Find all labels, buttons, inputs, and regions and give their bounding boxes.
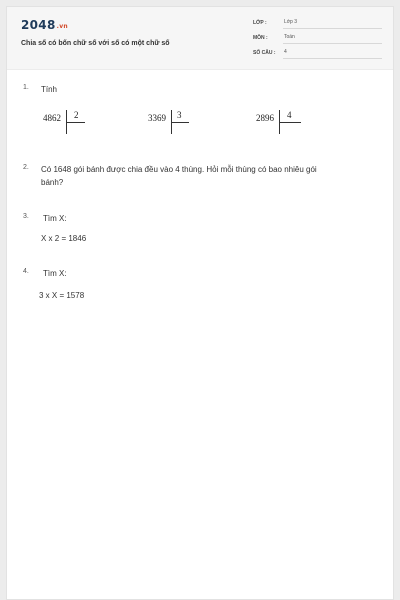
question-1-text: Tính (41, 85, 58, 94)
meta-grade-value: Lớp 3 (283, 19, 382, 29)
meta-subject-value: Toán (283, 34, 382, 44)
division-problem-2 (148, 110, 208, 140)
question-2-line-1: Có 1648 gói bánh được chia đều vào 4 thùng. Hỏi mỗi thùng có bao nhiêu gói (41, 165, 317, 174)
division-bracket-horizontal (171, 122, 189, 123)
division-problem-3 (256, 110, 316, 140)
meta-grade (253, 19, 381, 29)
question-1 (23, 84, 383, 96)
worksheet-header (7, 7, 393, 70)
logo-tld: .vn (56, 23, 68, 30)
question-4-expression: 3 x X = 1578 (39, 291, 85, 300)
divisor-3: 4 (287, 110, 292, 120)
dividend-1: 4862 (43, 113, 61, 123)
divisor-2: 3 (177, 110, 182, 120)
meta-question-count (253, 49, 381, 59)
question-3 (23, 213, 383, 225)
question-4-number: 4. (23, 268, 29, 275)
question-3-text: Tìm X: (43, 214, 67, 223)
question-2-number: 2. (23, 164, 29, 171)
divisor-1: 2 (74, 110, 79, 120)
dividend-2: 3369 (148, 113, 166, 123)
question-4 (23, 268, 383, 280)
question-4-text: Tìm X: (43, 269, 67, 278)
question-3-number: 3. (23, 213, 29, 220)
question-2 (23, 164, 383, 190)
site-logo[interactable] (21, 18, 68, 32)
worksheet-page (6, 6, 394, 600)
meta-question-count-value: 4 (283, 49, 382, 59)
division-bracket-horizontal (66, 122, 85, 123)
question-3-expression: X x 2 = 1846 (41, 234, 87, 243)
dividend-3: 2896 (256, 113, 274, 123)
question-2-line-2: bánh? (41, 178, 64, 187)
logo-text: 2048 (21, 18, 56, 32)
meta-subject-label: MÔN : (253, 35, 268, 41)
division-bracket-horizontal (279, 122, 301, 123)
division-problem-1 (43, 110, 103, 140)
meta-grade-label: LỚP : (253, 20, 267, 26)
worksheet-title: Chia số có bốn chữ số với số có một chữ số (21, 40, 170, 47)
meta-subject (253, 34, 381, 44)
meta-question-count-label: SỐ CÂU : (253, 50, 276, 56)
question-1-number: 1. (23, 84, 29, 91)
